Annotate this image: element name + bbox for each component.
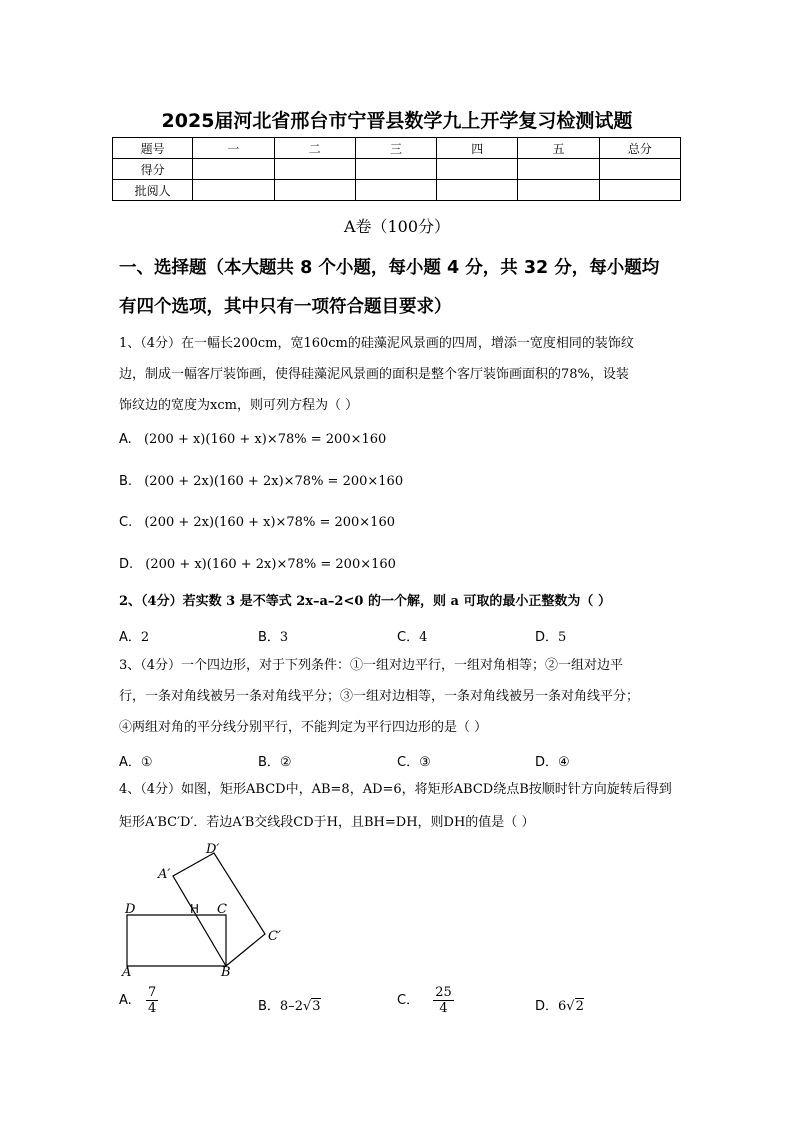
option-value: ① — [140, 755, 153, 770]
label-h: H — [190, 902, 200, 916]
option-formula: (200 + 2x)(160 + 2x)×78% = 200×160 — [144, 474, 404, 489]
option-value: ③ — [419, 755, 431, 770]
question-2-line1: 2、（4分）若实数 3 是不等式 2x–a–2<0 的一个解，则 a 可取的最小正整数为（ ） — [119, 594, 611, 609]
option-label: A. — [119, 432, 132, 447]
option-label: D． — [535, 755, 559, 770]
option-value: ② — [279, 755, 292, 770]
fraction-numerator: 25 — [435, 985, 452, 1000]
fraction — [146, 985, 158, 1016]
radicand: 3 — [312, 999, 321, 1014]
option-formula: (200 + x)(160 + x)×78% = 200×160 — [143, 432, 387, 447]
section-heading-line2: 有四个选项，其中只有一项符合题目要求） — [119, 297, 452, 317]
score-table-row — [113, 180, 681, 201]
option-label: B． — [258, 630, 280, 645]
score-table — [112, 137, 681, 201]
table-cell — [274, 159, 355, 180]
option-label: B． — [258, 755, 280, 770]
table-cell: 批阅人 — [113, 180, 193, 201]
question-3-line2: 行，一条对角线被另一条对角线平分；③一组对边相等，一条对角线被另一条对角线平分； — [119, 689, 640, 704]
q1-option-c[interactable] — [119, 515, 395, 530]
table-cell — [599, 180, 680, 201]
question-1-line3: 饰纹边的宽度为xcm，则可列方程为（ ） — [119, 398, 359, 413]
label-d: D — [125, 902, 136, 917]
table-cell: 三 — [355, 138, 436, 159]
option-label: D． — [535, 999, 559, 1014]
table-cell — [437, 159, 518, 180]
question-1-line1: 1、（4分）在一幅长200cm，宽160cm的硅藻泥风景画的四周，增添一宽度相同的装饰纹 — [119, 336, 634, 351]
q2-option-c[interactable] — [397, 626, 427, 645]
option-value: 2 — [140, 630, 150, 645]
score-table-row — [113, 159, 681, 180]
table-cell: 五 — [518, 138, 599, 159]
exam-title: 2025届河北省邢台市宁晋县数学九上开学复习检测试题 — [161, 110, 633, 132]
table-cell — [437, 180, 518, 201]
table-cell: 题号 — [113, 138, 193, 159]
table-cell: 一 — [193, 138, 274, 159]
table-cell — [274, 180, 355, 201]
fraction-numerator: 7 — [147, 985, 157, 1000]
label-b: B — [221, 965, 231, 980]
option-label: C． — [397, 755, 420, 770]
section-heading-line1: 一、选择题（本大题共 8 个小题，每小题 4 分，共 32 分，每小题均 — [119, 258, 660, 278]
option-coefficient: 6 — [558, 999, 567, 1014]
table-cell: 四 — [437, 138, 518, 159]
table-cell — [355, 159, 436, 180]
option-label: A． — [119, 755, 141, 770]
label-c: C — [217, 902, 227, 917]
fraction-denominator: 4 — [147, 1001, 157, 1016]
option-label: A． — [119, 630, 141, 645]
table-cell — [518, 180, 599, 201]
q3-option-c[interactable] — [397, 751, 431, 770]
table-cell — [193, 180, 274, 201]
option-value: 4 — [419, 630, 428, 645]
q4-option-b[interactable] — [258, 995, 321, 1014]
q2-option-b[interactable] — [258, 626, 288, 645]
option-value: 3 — [279, 630, 289, 645]
fraction — [433, 985, 454, 1016]
q3-option-b[interactable] — [258, 751, 292, 770]
label-a-prime: A′ — [158, 867, 171, 882]
option-label: B. — [119, 474, 133, 489]
question-3-line3: ④两组对角的平分线分别平行，不能判定为平行四边形的是（ ） — [119, 720, 488, 735]
table-cell: 得分 — [113, 159, 193, 180]
q2-option-a[interactable] — [119, 626, 149, 645]
table-cell — [599, 159, 680, 180]
q1-option-b[interactable] — [119, 474, 403, 489]
option-coefficient: 8–2 — [279, 999, 303, 1014]
rectangle-rotation-figure — [110, 838, 310, 983]
q1-option-d[interactable] — [119, 557, 396, 572]
option-label: C． — [397, 993, 420, 1008]
question-4-line1: 4、（4分）如图，矩形ABCD中，AB=8，AD=6，将矩形ABCD绕点B按顺时针方向旋转后得到 — [119, 782, 672, 797]
table-cell — [518, 159, 599, 180]
sqrt-icon: √ — [566, 999, 575, 1014]
fraction-denominator: 4 — [439, 1001, 448, 1016]
option-label: D. — [119, 557, 134, 572]
option-formula: (200 + x)(160 + 2x)×78% = 200×160 — [145, 557, 396, 572]
q3-option-a[interactable] — [119, 751, 153, 770]
sqrt-icon: √ — [302, 999, 312, 1014]
table-cell — [355, 180, 436, 201]
table-cell: 总分 — [599, 138, 680, 159]
label-a: A — [122, 965, 132, 980]
table-cell: 二 — [274, 138, 355, 159]
table-cell — [193, 159, 274, 180]
question-3-line1: 3、（4分）一个四边形，对于下列条件：①一组对边平行，一组对角相等；②一组对边平 — [119, 658, 624, 673]
question-4-line2: 矩形A′BC′D′．若边A′B交线段CD于H，且BH=DH，则DH的值是（ ） — [119, 815, 535, 830]
option-label: C. — [119, 515, 133, 530]
q4-option-d[interactable] — [535, 995, 584, 1014]
score-table-header-row — [113, 138, 681, 159]
question-1-line2: 边，制成一幅客厅装饰画，使得硅藻泥风景画的面积是整个客厅装饰画面积的78%，设装 — [119, 367, 629, 382]
q1-option-a[interactable] — [119, 432, 386, 447]
label-d-prime: D′ — [206, 842, 220, 857]
option-formula: (200 + 2x)(160 + x)×78% = 200×160 — [144, 515, 395, 530]
volume-heading: A卷（100分） — [343, 217, 451, 236]
q3-option-d[interactable] — [535, 751, 570, 770]
q4-option-a[interactable] — [119, 985, 158, 1016]
option-label: D． — [535, 630, 559, 645]
q2-option-d[interactable] — [535, 626, 566, 645]
option-label: C． — [397, 630, 420, 645]
option-label: B． — [258, 999, 280, 1014]
option-value: ④ — [558, 755, 570, 770]
q4-option-c[interactable] — [397, 985, 454, 1016]
radicand: 2 — [575, 999, 584, 1014]
option-label: A. — [119, 993, 132, 1008]
option-value: 5 — [558, 630, 567, 645]
label-c-prime: C′ — [268, 929, 281, 944]
